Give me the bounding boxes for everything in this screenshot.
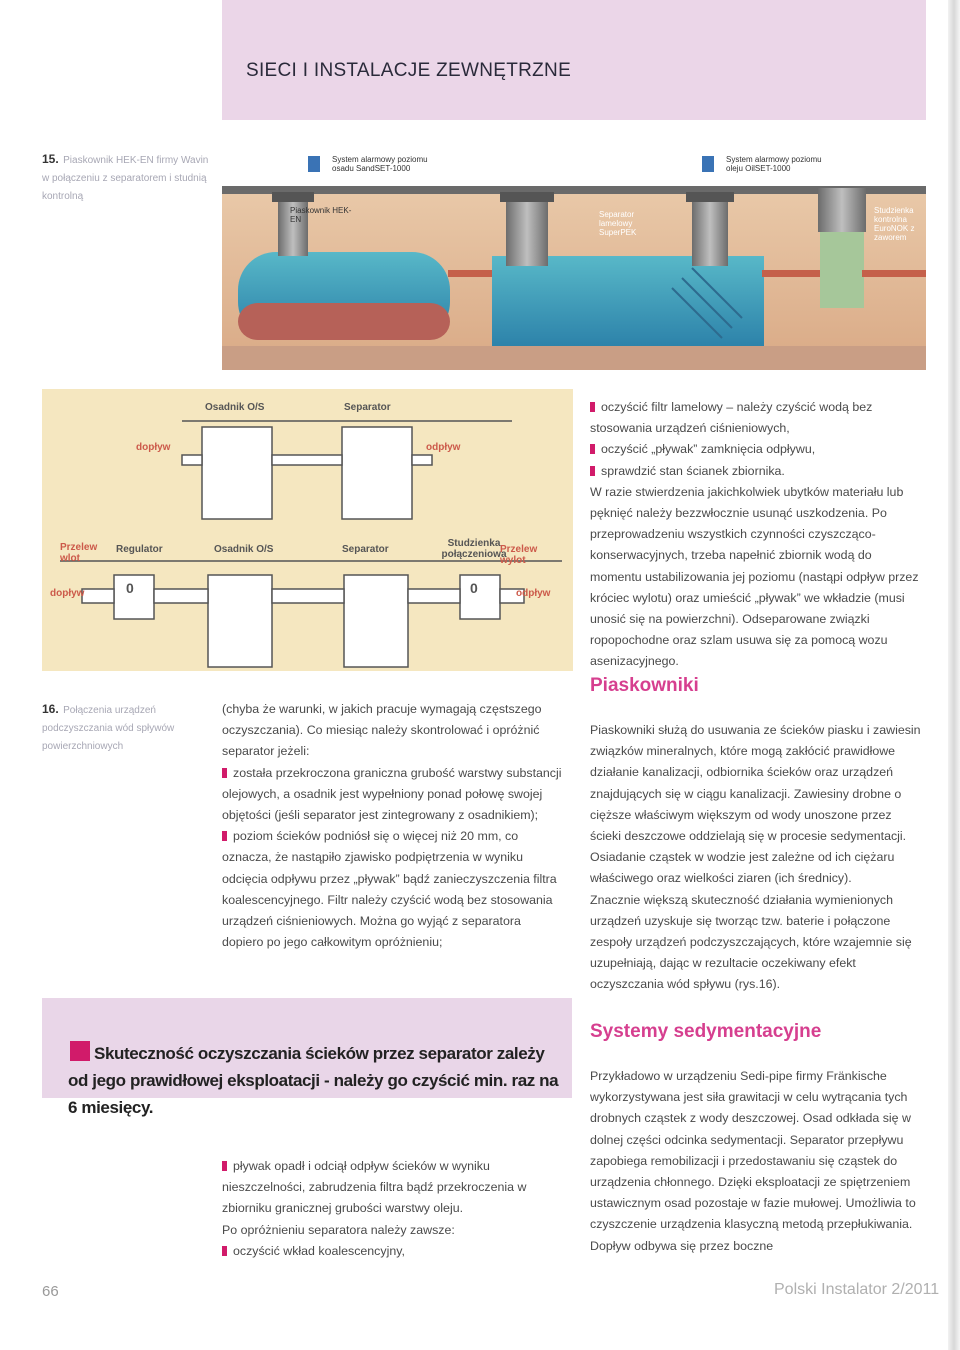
bullet-text: poziom ścieków podniósł się o więcej niż 20 mm, co oznacza, że nastąpiło zjawisko podpiętrzenia w wyniku odcięcia odpływu przez „pływak” bądź zanieczyszczenia filtra koalescencyjnego. Filtr należy czyścić wodą bez stosowania urządzeń ciśnieniowych. Można go wyjąć z separatora dopiero po jego całkowitym opróżnieniu; [222,829,557,950]
page-edge [948,0,960,1350]
label-odplyw-bottom: odpływ [516,588,551,599]
label-doplyw-bottom: dopływ [50,588,85,599]
label-alarm-oil: System alarmowy poziomu oleju OilSET-1000 [726,155,822,173]
figure-15-caption [42,150,212,204]
bullet-icon [222,1161,227,1171]
label-doplyw-top: dopływ [136,442,171,453]
page-section-title: SIECI I INSTALACJE ZEWNĘTRZNE [246,60,572,81]
bullet-text: pływak opadł i odciął odpływ ścieków w wyniku nieszczelności, zabrudzenia filtra bądź przekroczenia w zbiorniku granicznej grubości warstwy oleju. [222,1159,527,1216]
paragraph: Piaskowniki służą do usuwania ze ścieków piasku i zawiesin związków mineralnych, które mogą zakłócić prawidłowe działanie kanalizacji, odbiornika ścieków oraz urządzeń znajdujących się w ciągu kanalizacji. Zawiesiny drobne o cięższe właściwym większym od wody unoszone przez ścieki deszczowe oddzielają się w procesie sedymentacji. Osiadanie cząstek w wodzie jest zależne od ich ciężaru właściwego oraz wielkości ziaren (ich średnicy). [590,723,921,886]
label-regulator-zero: 0 [126,580,134,596]
figure-16-caption [42,700,192,754]
right-column-top [590,397,926,673]
figure-16-schematic [42,389,573,671]
figure-15-number: 15. [42,152,59,166]
paragraph: W razie stwierdzenia jakichkolwiek ubytków materiału lub pęknięć należy bezzwłocznie usunąć uszkodzenia. Po przeprowadzeniu wszystkich czynności czyszcząco-konserwacyjnych, trzeba napełnić zbiornik wodą do momentu ustabilizowania jej poziomu (nastąpi odpływ przez króciec wylotu) oraz umieścić „pływak” we wkładzie (musi unosić się na powierzchni). Odseparowane związki ropopochodne oraz szlam usuwa się za pomocą wozu asenizacyjnego. [590,484,919,669]
middle-column [222,699,562,953]
bullet-icon [590,444,595,454]
magazine-name: Polski Instalator 2/2011 [774,1281,940,1298]
bullet-icon [222,831,227,841]
figure-16-caption-text: Połączenia urządzeń podczyszczania wód spływów powierzchniowych [42,705,175,752]
figure-16-number: 16. [42,702,59,716]
list-item [222,1241,562,1262]
label-studzienka: Studzienka połączeniowa [441,538,507,560]
list-item [590,439,926,460]
bullet-text: oczyścić „pływak” zamknięcia odpływu, [601,442,816,457]
systemy-body [590,1066,926,1257]
label-osadnik-bottom: Osadnik O/S [214,544,274,555]
bullet-text: oczyścić filtr lamelowy – należy czyścić wodą bez stosowania urządzeń ciśnieniowych, [590,400,873,436]
heading-piaskowniki: Piaskowniki [590,675,699,696]
bullet-text: została przekroczona graniczna grubość warstwy substancji olejowych, a osadnik jest wypełniony ponad połowę swojej objętości (jeśli separator jest zintegrowany z osadnikiem); [222,765,562,823]
bullet-text: sprawdzić stan ścianek zbiornika. [601,463,785,478]
bullet-text: oczyścić wkład koalescencyjny, [233,1243,405,1258]
label-studzienka-zero: 0 [470,580,478,596]
paragraph: Przykładowo w urządzeniu Sedi-pipe firmy Fränkische wykorzystywana jest siła grawitacji w celu wytrącania tych drobnych cząstek z wody deszczowej. Osad odkłada się w dolnej części odcinka sedymentacji. Separator przepływu zapobiega remobilizacji i przedostawaniu się cząstek do urządzenia chłonnego. Dzięki eksploatacji ze spiętrzeniem ustawicznym osad pozostaje w fazie mułowej. Umożliwia to czyszczenie urządzenia klasyczną metodą przepłukiwania. Dopływ odbywa się przez boczne [590,1069,916,1253]
bullet-icon [590,466,595,476]
bullet-icon [590,402,595,412]
bullet-icon [222,1246,227,1256]
label-przelew-wylot: Przelew wylot [500,544,538,566]
paragraph: (chyba że warunki, w jakich pracuje wymagają częstszego oczyszczania). Co miesiąc należy skontrolować i opróżnić separator jeżeli: [222,702,542,759]
list-item [222,826,562,953]
label-alarm-sand: System alarmowy poziomu osadu SandSET-1000 [332,155,428,173]
paragraph: Po opróżnieniu separatora należy zawsze: [222,1222,455,1237]
bullet-icon [222,768,227,778]
list-item [590,461,926,482]
label-przelew-wlot: Przelew wlot [60,542,98,564]
figure-15-caption-text: Piaskownik HEK-EN firmy Wavin w połączeniu z separatorem i studnią kontrolną [42,155,209,202]
label-odplyw-top: odpływ [426,442,461,453]
list-item [222,1156,562,1220]
page-number: 66 [42,1283,59,1300]
label-separator-top: Separator [344,402,391,413]
label-regulator: Regulator [116,544,163,555]
lower-middle-column [222,1156,562,1262]
label-osadnik-top: Osadnik O/S [205,402,265,413]
figure-15-illustration [222,148,926,370]
callout-text-content: Skuteczność oczyszczania ścieków przez separator zależy od jego prawidłowej eksploatacji - należy go czyścić min. raz na 6 miesięcy. [68,1044,559,1117]
label-separator: Separator lamelowy SuperPEK [599,210,637,237]
list-item [590,397,926,439]
paragraph: Znacznie większą skuteczność działania wymienionych urządzeń uzyskuje się tworząc tzw. baterie i połączone zespoły urządzeń podczyszczających, które wzajemnie się uzupełniają, dając w rezultacie oczekiwany efekt oczyszczania wód spływu (rys.16). [590,892,912,992]
label-separator-bottom: Separator [342,544,389,555]
label-manhole: Studzienka kontrolna EuroNOK z zaworem [874,206,915,242]
callout-text [68,1040,563,1121]
piaskowniki-body [590,720,926,996]
heading-systemy: Systemy sedymentacyjne [590,1021,822,1042]
list-item [222,763,562,827]
label-sand-trap: Piaskownik HEK-EN [290,206,352,224]
